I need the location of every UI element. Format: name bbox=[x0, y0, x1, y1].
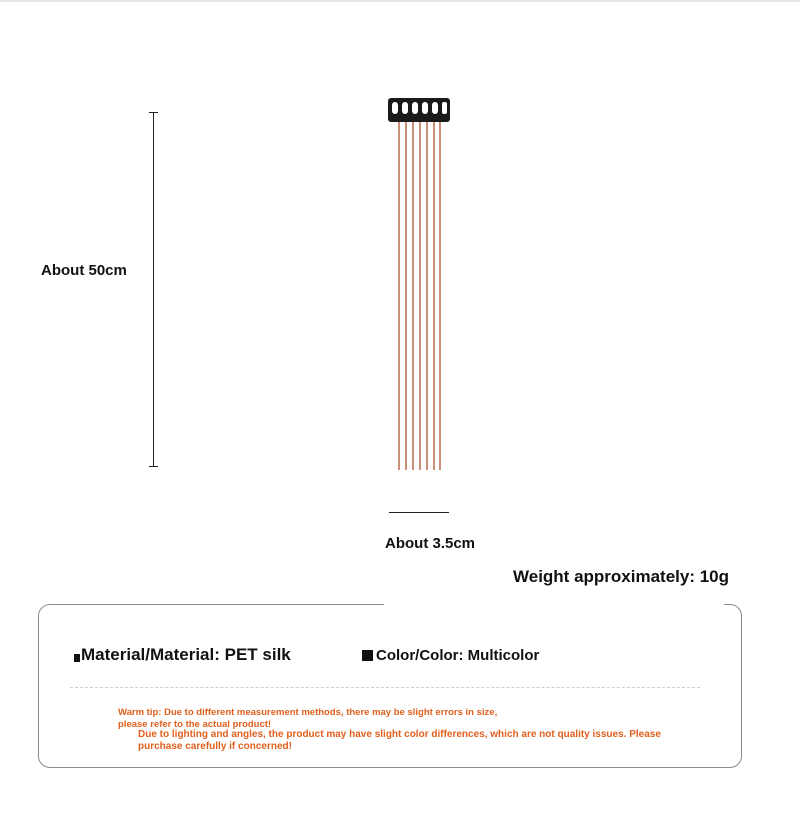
warm-tip-line-4: purchase carefully if concerned! bbox=[138, 741, 292, 752]
length-label: About 50cm bbox=[41, 262, 127, 279]
color-spec bbox=[362, 647, 539, 664]
weight-label: Weight approximately: 10g bbox=[513, 567, 730, 586]
top-divider bbox=[0, 0, 800, 2]
width-label: About 3.5cm bbox=[385, 535, 476, 552]
hair-strands bbox=[399, 122, 440, 470]
black-square-bullet-icon bbox=[74, 654, 80, 662]
warm-tip-line-1: Warm tip: Due to different measurement methods, there may be slight errors in size, bbox=[118, 707, 498, 718]
length-dimension-bottom-tick bbox=[149, 466, 158, 467]
material-text: Material/Material: PET silk bbox=[81, 645, 291, 664]
dashed-divider bbox=[70, 687, 700, 688]
width-dimension-line bbox=[389, 512, 449, 513]
spec-box-gap bbox=[384, 596, 724, 612]
hair-clip-icon bbox=[388, 98, 450, 122]
length-dimension-top-tick bbox=[149, 112, 158, 113]
length-dimension-line bbox=[153, 112, 154, 467]
color-text: Color/Color: Multicolor bbox=[376, 647, 540, 664]
hair-clip-extension-image bbox=[384, 92, 454, 472]
material-spec bbox=[74, 645, 291, 665]
warm-tip-line-2: please refer to the actual product! bbox=[118, 719, 272, 730]
warm-tip-line-3: Due to lighting and angles, the product may have slight color differences, which are not quality issues. Please bbox=[138, 729, 661, 740]
black-square-bullet-icon bbox=[362, 650, 373, 661]
